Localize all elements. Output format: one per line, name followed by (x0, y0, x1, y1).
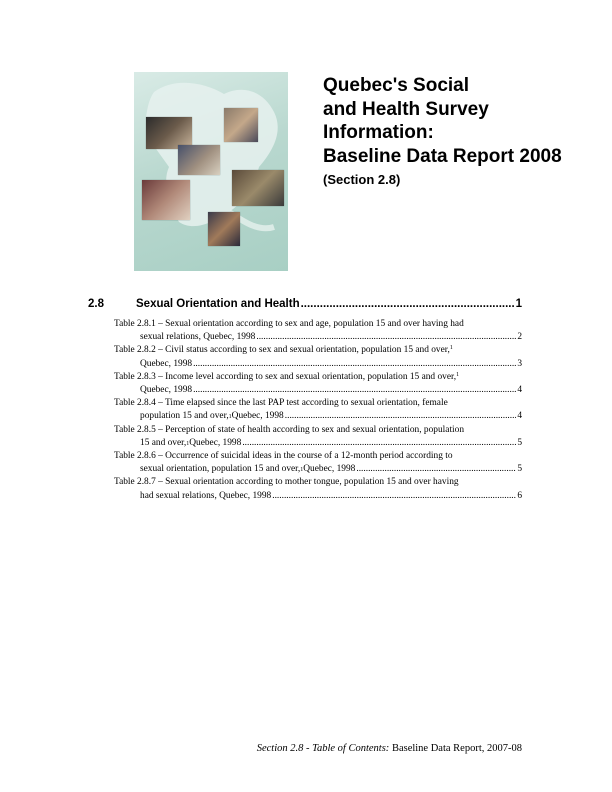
toc-entry-page: 4 (517, 385, 522, 396)
toc-entry-page: 5 (517, 437, 522, 448)
page-footer (236, 743, 522, 754)
title-section: (Section 2.8) (323, 172, 401, 187)
toc-entry-line2: had sexual relations, Quebec, 1998 ..... 6 (114, 490, 522, 503)
toc-leader-dots (193, 358, 516, 371)
toc-entry-line1: Table 2.8.4 – Time elapsed since the last PAP test according to sexual orientation, female (114, 398, 448, 409)
report-title (323, 74, 593, 190)
toc-leader-dots (301, 298, 515, 310)
toc-leader-dots (285, 410, 517, 423)
toc-entry-line1: Table 2.8.3 – Income level according to sex and sexual orientation, population 15 and over,$^1$ (114, 371, 460, 382)
toc-leader-dots (256, 331, 516, 344)
toc-entry-line1: Table 2.8.5 – Perception of state of health according to sex and sexual orientation, population (114, 424, 465, 435)
toc-entry[interactable] (114, 450, 522, 476)
toc-entry-line2: sexual orientation, population 15 and over, 1 Quebec, 1998 ..... 5 (114, 463, 522, 476)
photo-people-2 (224, 108, 258, 142)
toc-entry[interactable] (114, 397, 522, 423)
footnote-marker: 1 (449, 345, 453, 352)
toc-section-page: 1 (515, 298, 522, 310)
toc-entry-line2: population 15 and over, 1 Quebec, 1998 ..... 4 (114, 410, 522, 423)
toc-entry-page: 3 (517, 358, 522, 369)
toc-entry-page: 2 (517, 332, 522, 343)
photo-people-5 (232, 170, 284, 206)
title-line-3: Information: (323, 122, 434, 143)
footnote-marker: 1 (456, 371, 460, 378)
toc-leader-dots (356, 463, 516, 476)
photo-people-6 (208, 212, 240, 246)
toc-entry-line2: 15 and over, 1 Quebec, 1998 ..... 5 (114, 437, 522, 450)
toc-entry-line2: Quebec, 1998 ..... 3 (114, 358, 522, 371)
toc-entry-page: 4 (517, 411, 522, 422)
photo-people-3 (178, 145, 220, 175)
toc-entry-line1: Table 2.8.6 – Occurrence of suicidal ideas in the course of a 12-month period according to (114, 451, 453, 462)
toc-entry[interactable] (114, 344, 522, 370)
photo-people-4 (142, 180, 190, 220)
toc-entry[interactable] (114, 318, 522, 344)
toc-entry-line1: Table 2.8.7 – Sexual orientation according to mother tongue, population 15 and over having (114, 477, 459, 488)
toc-entry[interactable] (114, 476, 522, 502)
toc-entry-list (114, 318, 522, 503)
toc-leader-dots (242, 437, 516, 450)
title-line-1: Quebec's Social (323, 75, 470, 96)
report-cover-image (134, 72, 288, 271)
toc-section-title: Sexual Orientation and Health (136, 298, 300, 310)
toc-leader-dots (193, 384, 516, 397)
toc-entry[interactable] (114, 424, 522, 450)
toc-entry-line2: Quebec, 1998 ..... 4 (114, 384, 522, 397)
toc-entry-page: 6 (517, 490, 522, 501)
toc-entry[interactable] (114, 371, 522, 397)
toc-leader-dots (272, 490, 516, 503)
toc-entry-line2: sexual relations, Quebec, 1998 ..... 2 (114, 331, 522, 344)
footer-italic: Section 2.8 - Table of Contents: (256, 743, 390, 754)
toc-entry-line1: Table 2.8.2 – Civil status according to sex and sexual orientation, population 15 and over,$^1$ (114, 345, 453, 356)
toc-section-heading[interactable] (88, 298, 522, 310)
footer-text: Baseline Data Report, 2007-08 (389, 743, 522, 754)
toc-entry-line1: Table 2.8.1 – Sexual orientation according to sex and age, population 15 and over having had (114, 319, 464, 329)
toc-entry-page: 5 (517, 464, 522, 475)
title-line-4: Baseline Data Report 2008 (323, 145, 562, 167)
toc-section-number: 2.8 (88, 298, 104, 310)
title-line-2: and Health Survey (323, 98, 489, 120)
